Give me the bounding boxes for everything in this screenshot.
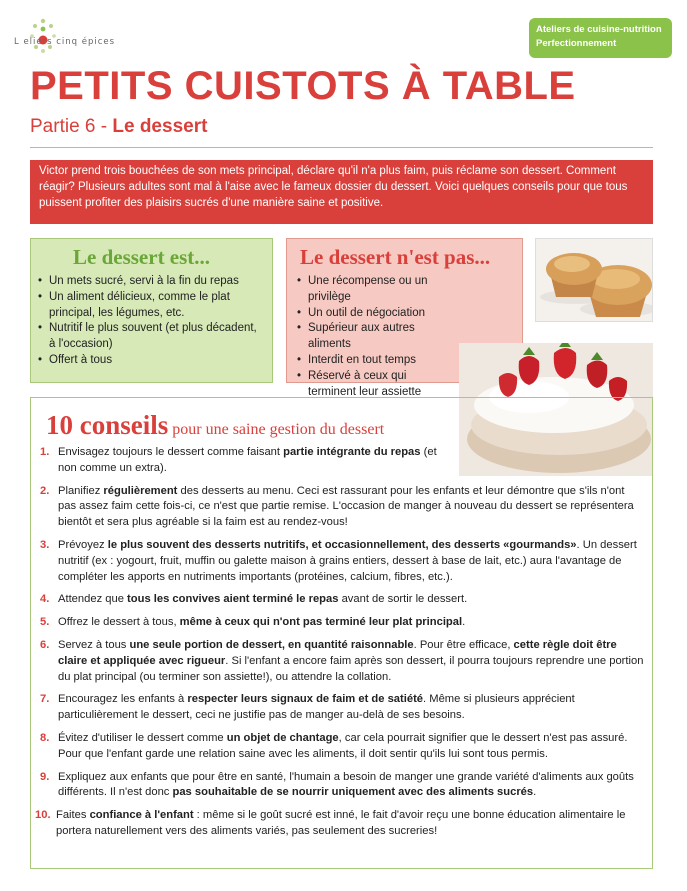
- list-item: • Un aliment délicieux, comme le plat principal, les légumes, etc.: [49, 290, 266, 322]
- tip-text: Attendez que: [58, 593, 128, 606]
- list-item: [31, 484, 653, 531]
- tips-heading-small: pour une saine gestion du dessert: [168, 421, 385, 438]
- tip-text: Faites: [56, 809, 90, 822]
- title-divider: [30, 147, 653, 148]
- badge-line-2: Perfectionnement: [536, 38, 617, 49]
- list-item: [31, 692, 653, 724]
- dessert-is-heading: Le dessert est...: [73, 245, 211, 269]
- list-item: • Réservé à ceux qui terminent leur assiette: [308, 369, 452, 401]
- tips-heading: [46, 410, 384, 441]
- tip-number: 4.: [40, 593, 50, 606]
- list-item: [31, 731, 653, 763]
- tip-bold: tous les convives aient terminé le repas: [127, 593, 339, 606]
- tip-text: Encouragez les enfants à: [58, 693, 188, 706]
- tip-bold: même à ceux qui n'ont pas terminé leur plat principal: [179, 616, 463, 629]
- tip-bold: confiance à l'enfant: [89, 809, 194, 822]
- page-title: PETITS CUISTOTS À TABLE: [30, 64, 576, 108]
- tip-bold: cette règle doit être claire et appliquée avec rigueur: [58, 638, 617, 667]
- tip-text: avant de sortir le dessert.: [338, 593, 468, 606]
- list-item: • Interdit en tout temps: [308, 353, 452, 369]
- tip-text: . Même si plusieurs apprécient particulièrement le dessert, ceci ne justifie pas de manger au-delà de ses besoins.: [58, 693, 575, 722]
- list-item: [31, 445, 653, 477]
- tip-text: .: [462, 616, 466, 629]
- tip-bold: le plus souvent des desserts nutritifs, et occasionnellement, des desserts «gourmands»: [107, 538, 577, 551]
- tip-text: . Si l'enfant a encore faim après son dessert, il pourra toujours reprendre une portion du plat principal (ou terminer son assiette!), ou attendre la collation.: [58, 654, 644, 683]
- tip-number: 5.: [40, 616, 50, 629]
- tip-bold: partie intégrante du repas: [283, 446, 421, 458]
- logo-text: L eliers cinq épices: [14, 37, 116, 47]
- dessert-is-list: [31, 274, 272, 369]
- tip-number: 8.: [40, 731, 50, 744]
- logo-dots-icon: [28, 18, 58, 54]
- tip-text: Planifiez: [58, 484, 104, 497]
- tip-number: 7.: [40, 693, 50, 706]
- tip-text: : même si le goût sucré est inné, le fait d'avoir reçu une bonne éducation alimentaire le portera naturellement vers des aliments variés, pas seulement des sucreries!: [56, 809, 626, 837]
- tip-text: (et non comme un extra).: [58, 446, 437, 474]
- tip-text: , car cela pourrait signifier que le dessert n'est pas assuré. Pour que l'enfant garde une relation saine avec les aliments, il doit sentir qu'ils lui sont tous permis.: [58, 731, 628, 760]
- tip-text: Évitez d'utiliser le dessert comme: [58, 731, 227, 744]
- muffin-illustration-icon: [536, 239, 653, 322]
- tip-bold: respecter leurs signaux de faim et de satiété: [187, 693, 424, 706]
- tip-bold: pas souhaitable de se nourrir uniquement avec des aliments sucrés: [172, 786, 534, 799]
- tip-number: 9.: [40, 770, 50, 783]
- subtitle-topic: Le dessert: [112, 116, 208, 137]
- tip-text: .: [533, 786, 537, 799]
- tip-bold: une seule portion de dessert, en quantité raisonnable: [129, 638, 414, 651]
- tip-text: Prévoyez: [58, 538, 108, 551]
- muffin-photo: [535, 238, 653, 322]
- subtitle-part: Partie 6 -: [30, 116, 108, 137]
- list-item: [31, 638, 653, 685]
- list-item: [31, 538, 653, 585]
- list-item: • Une récompense ou un privilège: [308, 274, 452, 306]
- list-item: [31, 592, 653, 608]
- tip-bold: un objet de chantage: [226, 731, 339, 744]
- tip-text: Expliquez aux enfants que pour être en santé, l'humain a besoin de manger une grande variété d'aliments aux goûts différents. Il n'est donc: [58, 770, 634, 799]
- dessert-is-box: [30, 238, 273, 383]
- tip-text: . Pour être efficace,: [413, 638, 514, 651]
- tip-bold: régulièrement: [103, 484, 178, 497]
- list-item: [31, 808, 653, 840]
- intro-banner: Victor prend trois bouchées de son mets principal, déclare qu'il n'a plus faim, puis réclame son dessert. Comment réagir? Plusieurs adultes sont mal à l'aise avec le fameux dossier du dessert. Voici quelques conseils pour que tous puissent profiter des plaisirs sucrés d'une manière saine et positive.: [30, 160, 653, 224]
- list-item: • Un mets sucré, servi à la fin du repas: [49, 274, 266, 290]
- list-item: • Un outil de négociation: [308, 306, 452, 322]
- list-item: • Offert à tous: [49, 353, 266, 369]
- tip-number: 6.: [40, 638, 50, 651]
- tip-number: 1.: [40, 446, 50, 458]
- tip-number: 10.: [35, 809, 51, 822]
- tip-number: 3.: [40, 538, 50, 551]
- tip-text: . Un dessert nutritif (ex : yogourt, fruit, muffin ou galette maison à grains entiers, dessert à base de lait, etc.) aura l'avantage de compléter les apports en nutriments importants (protéines, calcium, fibres, etc.).: [58, 538, 637, 583]
- tips-heading-big: 10 conseils: [46, 410, 169, 440]
- tips-section: [30, 397, 653, 869]
- tips-list: [31, 445, 653, 847]
- list-item: • Nutritif le plus souvent (et plus décadent, à l'occasion): [49, 321, 266, 353]
- program-badge: [529, 18, 672, 58]
- badge-line-1: Ateliers de cuisine-nutrition: [536, 24, 662, 35]
- list-item: [31, 615, 653, 631]
- list-item: [31, 770, 653, 802]
- list-item: • Supérieur aux autres aliments: [308, 321, 452, 353]
- tip-number: 2.: [40, 484, 50, 497]
- tip-text: Servez à tous: [58, 638, 130, 651]
- tip-text: Offrez le dessert à tous,: [58, 616, 180, 629]
- logo: [10, 18, 150, 54]
- page-subtitle: [30, 116, 207, 138]
- tip-text: Envisagez toujours le dessert comme faisant: [58, 446, 284, 458]
- tip-text: des desserts au menu. Ceci est rassurant pour les enfants et leur démontre que s'ils n'ont pas assez faim cette fois-ci, ce n'est que partie remise. L'occasion de manger à nouveau du dessert se représentera bientôt et sera plus agréable si la faim est au rendez-vous!: [58, 484, 634, 529]
- dessert-is-not-heading: Le dessert n'est pas...: [300, 245, 491, 269]
